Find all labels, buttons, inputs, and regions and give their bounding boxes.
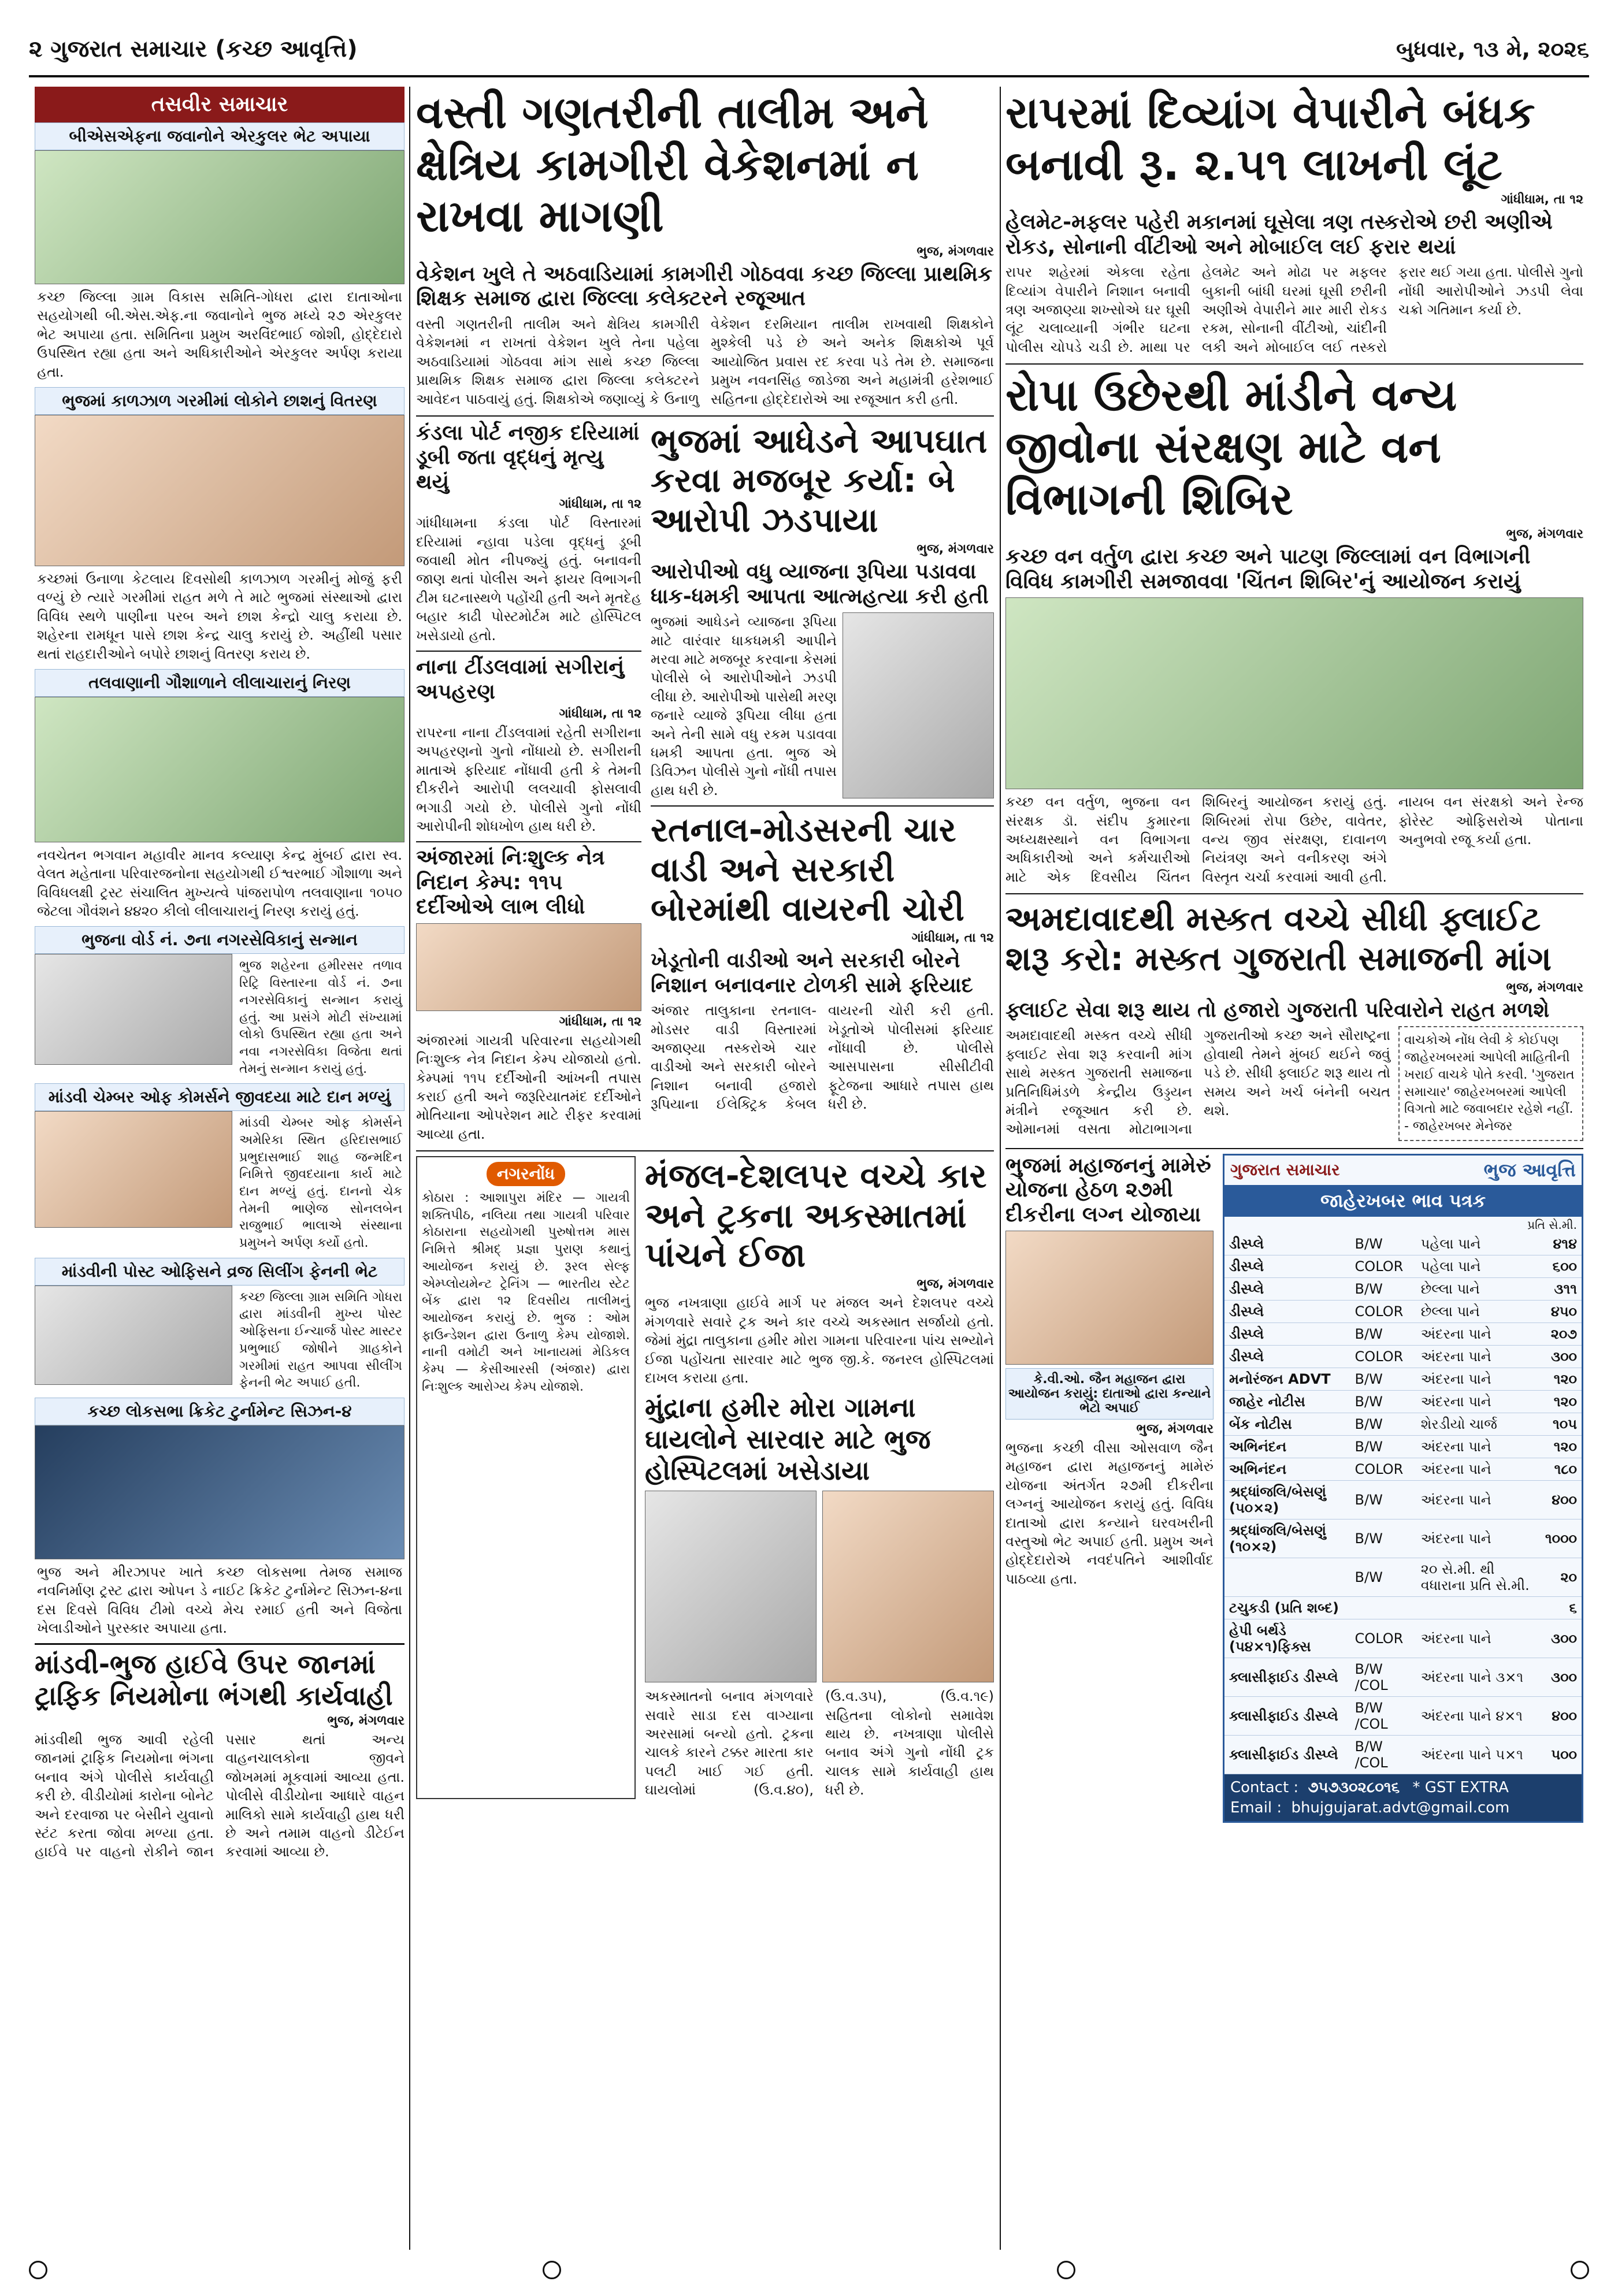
photo-item xyxy=(35,1258,404,1398)
rate-type: અભિનંદન xyxy=(1224,1435,1350,1458)
masthead-left: ૨ ગુજરાત સમાચાર (કચ્છ આવૃત્તિ) xyxy=(29,36,358,62)
story-dateline: ભુજ, મંગળવાર xyxy=(916,244,994,259)
rate-row xyxy=(1224,1519,1582,1558)
rate-color: B/W /COL xyxy=(1350,1658,1416,1696)
story-dateline: ભુજ, મંગળવાર xyxy=(916,542,994,557)
rate-value: ૨૦૭ xyxy=(1541,1322,1582,1345)
rate-page: અંદરના પાને xyxy=(1416,1458,1541,1480)
email-label: Email : xyxy=(1230,1799,1282,1816)
rate-color: COLOR xyxy=(1350,1619,1416,1658)
rate-value: ૬ xyxy=(1541,1596,1582,1619)
city-notes-body: કોઠારા : આશાપુરા મંદિર — ગાયત્રી શક્તિપીઠ, નલિયા તથા ગાયત્રી પરિવાર કોઠારાના સહયોગથી પુરુષોત્તમ માસ નિમિત્તે શ્રીમદ્ પ્રજ્ઞા પુરાણ કથાનું આયોજન કરાયું છે. રૂરલ સેલ્ફ એમ્પ્લોયમેન્ટ ટ્રેનિંગ — ભારતીય સ્ટેટ બેંક દ્વારા ૧૨ દિવસીય તાલીમનું આયોજન કરાયું છે. ભુજ : ઓમ ફાઉન્ડેશન દ્વારા ઉનાળુ કેમ્પ યોજાશે. નાની વમોટી અને ખાનાયમાં મેડિકલ કેમ્પ — કેસીઆરસી (અંજાર) દ્વારા નિઃશુલ્ક આરોગ્ય કેમ્પ યોજાશે. xyxy=(422,1191,630,1394)
rate-row xyxy=(1224,1435,1582,1458)
story-dateline: ભુજ, મંગળવાર xyxy=(327,1714,404,1728)
news-column-2 xyxy=(416,87,994,2250)
rate-value: ૪૫૦ xyxy=(1541,1300,1582,1322)
photo-item xyxy=(35,926,404,1083)
rate-page: અંદરના પાને xyxy=(1416,1322,1541,1345)
rate-type: શ્રદ્ધાંજલિ/બેસણું (૧૦×૨) xyxy=(1224,1519,1350,1558)
rate-page: અંદરના પાને xyxy=(1416,1619,1541,1658)
news-story xyxy=(416,87,994,408)
news-column-3 xyxy=(1005,87,1583,2250)
photo-item xyxy=(35,669,404,927)
rate-page: છેલ્લા પાને xyxy=(1416,1277,1541,1300)
rate-row xyxy=(1224,1619,1582,1658)
rate-type: શ્રદ્ધાંજલિ/બેસણું (૫૦×૨) xyxy=(1224,1480,1350,1519)
rate-page: છેલ્લા પાને xyxy=(1416,1300,1541,1322)
rate-type: ડીસ્પ્લે xyxy=(1224,1233,1350,1255)
news-photo xyxy=(843,612,994,798)
news-photo xyxy=(35,415,404,566)
registration-mark-icon xyxy=(543,2261,561,2279)
rate-type: મનોરંજન ADVT xyxy=(1224,1368,1350,1390)
rate-value: ૩૦૦ xyxy=(1541,1345,1582,1368)
story-body: વસ્તી ગણતરીની તાલીમ અને ક્ષેત્રિય કામગીરી વેકેશનમાં ન રાખતાં વેકેશન ખુલે તેના પહેલા અઠવાડિયામાં ગોઠવવા માંગ સાથે કચ્છ જિલ્લા પ્રાથમિક શિક્ષક સમાજ દ્વારા જિલ્લા કલેક્ટરને આવેદન પાઠવાયું હતું. શિક્ષકોએ જણાવ્યું કે ઉનાળુ વેકેશન દરમિયાન તાલીમ રાખવાથી શિક્ષકોને મુશ્કેલી પડે છે અને અનેક શિક્ષકોએ પૂર્વ આયોજિત પ્રવાસ રદ કરવા પડે તેમ છે. સમાજના પ્રમુખ નવનસિંહ જાડેજા અને મહામંત્રી હરેશભાઈ સહિતના હોદ્દેદારોએ આ રજૂઆત કરી હતી. xyxy=(416,315,994,407)
rate-value: ૧૨૦ xyxy=(1541,1368,1582,1390)
rate-value: ૧૮૦ xyxy=(1541,1458,1582,1480)
rate-color: COLOR xyxy=(1350,1255,1416,1277)
reader-notice: વાચકોએ નોંધ લેવી કે કોઈપણ જાહેરખબરમાં આપેલી માહિતીની ખરાઈ વાચકે પોતે કરવી. 'ગુજરાત સમાચાર' જાહેરખબરમાં આપેલી વિગતો માટે જવાબદાર રહેશે નહીં. - જાહેરખબર મેનેજર xyxy=(1398,1026,1583,1140)
story-body: ભુજમાં આધેડને વ્યાજના રૂપિયા માટે વારંવાર ધાકધમકી આપીને મરવા માટે મજબૂર કરવાના કેસમાં પોલીસે બે આરોપીઓને ઝડપી લીધા છે. આરોપીઓ પાસેથી મરણ જનારે વ્યાજે રૂપિયા લીધા હતા અને તેની સામે વધુ રકમ પડાવવા ધમકી આપતા હતા. ભુજ એ ડિવિઝન પોલીસે ગુનો નોંધી તપાસ હાથ ધરી છે. xyxy=(651,614,837,798)
rate-row xyxy=(1224,1277,1582,1300)
registration-mark-icon xyxy=(29,2261,47,2279)
rate-type: હેપી બર્થડે (૫૪×૧)ફિક્સ xyxy=(1224,1619,1350,1658)
rate-row xyxy=(1224,1322,1582,1345)
rate-row xyxy=(1224,1658,1582,1696)
contact-phone: ૭૫૭૩૦૨૮૦૧૬ xyxy=(1308,1778,1400,1796)
rate-page: અંદરના પાને xyxy=(1416,1435,1541,1458)
rate-row xyxy=(1224,1368,1582,1390)
contact-label: Contact : xyxy=(1230,1778,1299,1796)
rate-page: અંદરના પાને xyxy=(1416,1519,1541,1558)
story-headline: કંડલા પોર્ટ નજીક દરિયામાં ડૂબી જતા વૃદ્ધનું મૃત્યુ થયું xyxy=(416,421,640,494)
issue-date: બુધવાર, ૧૩ મે, ૨૦૨૬ xyxy=(1396,36,1589,62)
rate-color: B/W xyxy=(1350,1322,1416,1345)
story-body: અંજાર તાલુકાના રતનાલ-મોડસર વાડી વિસ્તારમાં અજાણ્યા તસ્કરોએ ચાર વાડીઓ અને સરકારી બોરને નિશાન બનાવી હજારો રૂપિયાના ઈલેક્ટ્રિક કેબલ વાયરની ચોરી કરી હતી. ખેડૂતોએ પોલીસમાં ફરિયાદ નોંધાવી છે. પોલીસે આસપાસના સીસીટીવી ફૂટેજના આધારે તપાસ હાથ ધરી છે. xyxy=(651,1002,994,1113)
story-body: કચ્છ વન વર્તુળ, ભુજના વન સંરક્ષક ડૉ. સંદીપ કુમારના અધ્યક્ષસ્થાને વન વિભાગના અધિકારીઓ અને કર્મચારીઓ માટે એક દિવસીય ચિંતન શિબિરનું આયોજન કરાયું હતું. શિબિરમાં રોપા ઉછેર, વાવેતર, વન્ય જીવ સંરક્ષણ, દાવાનળ નિયંત્રણ અને વનીકરણ અંગે વિસ્તૃત ચર્ચા કરવામાં આવી હતી. નાયબ વન સંરક્ષકો અને રેન્જ ફોરેસ્ટ ઓફિસરોએ પોતાના અનુભવો રજૂ કર્યા હતા. xyxy=(1005,794,1583,885)
photo-item-title: ભુજમાં કાળઝાળ ગરમીમાં લોકોને છાશનું વિતરણ xyxy=(35,387,404,415)
news-photo xyxy=(1005,597,1583,789)
print-registration-marks xyxy=(29,2261,1589,2279)
rate-page: ૨૦ સે.મી. થી વધારાના પ્રતિ સે.મી. xyxy=(1416,1558,1541,1596)
rate-color: B/W xyxy=(1350,1368,1416,1390)
rate-card-unit: પ્રતિ સે.મી. xyxy=(1527,1217,1577,1232)
rate-card-edition: ભુજ આવૃત્તિ xyxy=(1483,1158,1576,1181)
photo-item-title: કચ્છ લોકસભા ક્રિકેટ ટુર્નામેન્ટ સિઝન-૪ xyxy=(35,1398,404,1425)
rate-page: અંદરના પાને xyxy=(1416,1368,1541,1390)
rate-value: ૧૨૦ xyxy=(1541,1435,1582,1458)
news-story xyxy=(645,1156,994,1387)
rate-row xyxy=(1224,1345,1582,1368)
rate-color: B/W xyxy=(1350,1480,1416,1519)
rate-type: ક્લાસીફાઈડ ડીસ્પ્લે xyxy=(1224,1735,1350,1774)
rate-color: COLOR xyxy=(1350,1458,1416,1480)
story-body: રાપરના નાના ટીંડલવામાં રહેતી સગીરાના અપહરણનો ગુનો નોંધાયો છે. સગીરાની માતાએ ફરિયાદ નોંધાવી હતી કે તેમની દીકરીને આરોપી લલચાવી ફોસલાવી ભગાડી ગયો છે. પોલીસે ગુનો નોંધી આરોપીની શોધખોળ હાથ ધરી છે. xyxy=(416,724,641,834)
rate-value: ૩૧૧ xyxy=(1541,1277,1582,1300)
story-headline: રોપા ઉછેરથી માંડીને વન્ય જીવોના સંરક્ષણ માટે વન વિભાગની શિબિર xyxy=(1005,369,1457,525)
rate-row xyxy=(1224,1596,1582,1619)
rate-row xyxy=(1224,1300,1582,1322)
photo-caption: કચ્છ જિલ્લા ગ્રામ વિકાસ સમિતિ-ગોધરા દ્વારા દાતાઓના સહયોગથી બી.એસ.એફ.ના જવાનોને ભુજ મધ્યે ૨૭ એરકુલર ભેટ અપાયા હતા. સમિતિના પ્રમુખ અરવિંદભાઈ જોશી, હોદ્દેદારો ઉપસ્થિત રહ્યા હતા અને અધિકારીઓને એરકુલર અર્પણ કરાયા હતા. xyxy=(37,289,402,380)
rate-value: ૩૦૦ xyxy=(1541,1658,1582,1696)
rate-card-brand: ગુજરાત સમાચાર xyxy=(1230,1160,1340,1180)
rate-color: B/W xyxy=(1350,1519,1416,1558)
story-body: માંડવીથી ભુજ આવી રહેલી જાનમાં ટ્રાફિક નિયમોના ભંગના બનાવ અંગે પોલીસે કાર્યવાહી કરી છે. વીડીયોમાં કારોના બોનેટ અને દરવાજા પર બેસીને યુવાનો સ્ટંટ કરતા જોવા મળ્યા હતા. હાઈવે પર વાહનો રોકીને જાન પસાર થતાં અન્ય વાહનચાલકોના જીવને જોખમમાં મૂકવામાં આવ્યા હતા. પોલીસે વીડીયોના આધારે વાહન માલિકો સામે કાર્યવાહી હાથ ધરી છે અને તમામ વાહનો ડીટેઈન કરવામાં આવ્યા છે. xyxy=(35,1732,404,1860)
story-dateline: ગાંધીધામ, તા ૧૨ xyxy=(559,497,641,512)
rate-row xyxy=(1224,1458,1582,1480)
rate-type: ડીસ્પ્લે xyxy=(1224,1255,1350,1277)
rate-color: COLOR xyxy=(1350,1300,1416,1322)
story-headline: ભુજમાં આધેડને આપઘાત કરવા મજબૂર કર્યા: બે આરોપી ઝડપાયા xyxy=(651,421,988,540)
news-story xyxy=(416,421,641,645)
photo-caption: કે.વી.ઓ. જૈન મહાજન દ્વારા આયોજન કરાયું: દાતાઓ દ્વારા કન્યાને ભેટો અપાઈ xyxy=(1005,1368,1214,1420)
rate-page: શેરડીયો ચાર્જ xyxy=(1416,1413,1541,1435)
story-headline: માંડવી-ભુજ હાઈવે ઉપર જાનમાં ટ્રાફિક નિયમોના ભંગથી કાર્યવાહી xyxy=(35,1648,393,1711)
news-photo xyxy=(822,1491,994,1682)
story-body: રાપર શહેરમાં એકલા રહેતા દિવ્યાંગ વેપારીને નિશાન બનાવી ત્રણ અજાણ્યા શખ્સોએ ઘર ઘૂસી લૂંટ ચલાવ્યાની ગંભીર ઘટના પોલીસ ચોપડે ચડી છે. માથા પર હેલમેટ અને મોઢા પર મફલર બુકાની બાંધી ઘરમાં ઘૂસી છરીની અણીએ વેપારીને માર મારી રોકડ રકમ, સોનાની વીંટીઓ, ચાંદીની લકી અને મોબાઈલ લઈ તસ્કરો ફરાર થઈ ગયા હતા. પોલીસે ગુનો નોંધી આરોપીઓને ઝડપી લેવા ચક્રો ગતિમાન કર્યા છે. xyxy=(1005,264,1583,355)
story-subheadline: હેલમેટ-મફલર પહેરી મકાનમાં ઘૂસેલા ત્રણ તસ્કરોએ છરી અણીએ રોકડ, સોનાની વીંટીઓ અને મોબાઈલ લઈ ફરાર થયાં xyxy=(1005,210,1553,259)
news-photo xyxy=(35,954,232,1065)
rate-row xyxy=(1224,1413,1582,1435)
city-notes-label: નગરનોંધ xyxy=(487,1162,565,1186)
rate-value: ૧૨૦ xyxy=(1541,1390,1582,1413)
news-story xyxy=(651,421,994,800)
rate-row xyxy=(1224,1558,1582,1596)
story-body: ભુજ નખત્રાણા હાઈવે માર્ગ પર મંજલ અને દેશલપર વચ્ચે મંગળવારે સવારે ટ્રક અને કાર વચ્ચે અકસ્માત સર્જાયો હતો. જેમાં મુંદ્રા તાલુકાના હમીર મોરા ગામના પરિવારના પાંચ સભ્યોને ઈજા પહોંચતા સારવાર માટે ભુજ જી.કે. જનરલ હોસ્પિટલમાં દાખલ કરાયા હતા. xyxy=(645,1295,994,1386)
rate-type: બેંક નોટીસ xyxy=(1224,1413,1350,1435)
section-heading: તસવીર સમાચાર xyxy=(35,87,404,122)
rate-color: B/W xyxy=(1350,1558,1416,1596)
story-dateline: ભુજ, મંગળવાર xyxy=(1136,1422,1214,1437)
rate-color: B/W xyxy=(1350,1435,1416,1458)
rate-color: B/W xyxy=(1350,1277,1416,1300)
story-headline: અંજારમાં નિઃશુલ્ક નેત્ર નિદાન કેમ્પ: ૧૧૫ દર્દીઓએ લાભ લીધો xyxy=(416,846,605,919)
page-header xyxy=(29,23,1589,77)
city-notes-box xyxy=(416,1156,636,1799)
photo-item xyxy=(35,122,404,387)
rate-type: જાહેર નોટીસ xyxy=(1224,1390,1350,1413)
column-rule xyxy=(1000,87,1001,2250)
story-headline: ભુજમાં મહાજનનું મામેરું યોજના હેઠળ ૨૭મી દીકરીના લગ્ન યોજાયા xyxy=(1005,1153,1211,1227)
rate-card-title: જાહેરખબર ભાવ પત્રક xyxy=(1224,1185,1582,1217)
news-photo xyxy=(1005,1231,1214,1365)
photo-caption: કચ્છમાં ઉનાળા કેટલાય દિવસોથી કાળઝાળ ગરમીનું મોજું ફરી વળ્યું છે ત્યારે ગરમીમાં રાહત મળે તે માટે ભુજમાં સંસ્થાઓ દ્વારા વિવિધ સ્થળે પાણીના પરબ અને છાશ કેન્દ્રો ચાલુ કરાયા છે. શહેરના રામધૂન પાસે છાશ કેન્દ્ર ચાલુ કરાયું છે. અહીંથી પસાર થતાં રાહદારીઓને બપોરે છાશનું વિતરણ કરાય છે. xyxy=(37,570,402,662)
email-address: bhujgujarat.advt@gmail.com xyxy=(1291,1799,1510,1816)
news-photo xyxy=(35,1111,232,1228)
rate-table xyxy=(1224,1233,1582,1774)
rate-value: ૧૦૫ xyxy=(1541,1413,1582,1435)
story-headline: વસ્તી ગણતરીની તાલીમ અને ક્ષેત્રિય કામગીરી વેકેશનમાં ન રાખવા માગણી xyxy=(416,87,929,242)
photo-item-title: બીએસએફના જવાનોને એરકુલર ભેટ અપાયા xyxy=(35,122,404,150)
news-story xyxy=(1005,893,1583,1140)
rate-row xyxy=(1224,1735,1582,1774)
story-dateline: ગાંધીધામ, તા ૧૨ xyxy=(1501,192,1583,207)
rate-page: પહેલા પાને xyxy=(1416,1233,1541,1255)
ad-rate-card xyxy=(1223,1154,1583,1823)
rate-row xyxy=(1224,1480,1582,1519)
rate-color: B/W /COL xyxy=(1350,1696,1416,1735)
rate-type: અભિનંદન xyxy=(1224,1458,1350,1480)
story-subheadline: વેકેશન ખુલે તે અઠવાડિયામાં કામગીરી ગોઠવવા કચ્છ જિલ્લા પ્રાથમિક શિક્ષક સમાજ દ્વારા જિલ્લા કલેક્ટરને રજૂઆત xyxy=(416,262,993,311)
news-photo xyxy=(35,1425,404,1559)
story-headline: મંજલ-દેશલપર વચ્ચે કાર અને ટ્રકના અકસ્માતમાં પાંચને ઈજા xyxy=(645,1156,987,1275)
story-headline: મુંદ્રાના હમીર મોરા ગામના ઘાયલોને સારવાર માટે ભુજ હોસ્પિટલમાં ખસેડાયા xyxy=(645,1392,931,1486)
rate-color: B/W xyxy=(1350,1413,1416,1435)
rate-type xyxy=(1224,1558,1350,1596)
rate-type: ડીસ્પ્લે xyxy=(1224,1300,1350,1322)
story-dateline: ભુજ, મંગળવાર xyxy=(1506,527,1583,542)
rate-value: ૫૦૦ xyxy=(1541,1735,1582,1774)
rate-type: ટચુકડી (પ્રતિ શબ્દ) xyxy=(1224,1596,1350,1619)
photo-item-title: માંડવીની પોસ્ટ ઓફિસને વ્રજ સિલીંગ ફેનની ભેટ xyxy=(35,1258,404,1286)
rate-value: ૬૦૦ xyxy=(1541,1255,1582,1277)
story-body: ગાંધીધામના કંડલા પોર્ટ વિસ્તારમાં દરિયામાં ન્હાવા પડેલા વૃદ્ધનું ડૂબી જવાથી મોત નીપજ્યું હતું. બનાવની જાણ થતાં પોલીસ અને ફાયર વિભાગની ટીમ ઘટનાસ્થળે પહોંચી હતી અને મૃતદેહ બહાર કાઢી પોસ્ટમોર્ટમ માટે હોસ્પિટલ ખસેડાયો હતો. xyxy=(416,515,641,644)
rate-row xyxy=(1224,1390,1582,1413)
rate-page: અંદરના પાને ૩×૧ xyxy=(1416,1658,1541,1696)
story-subheadline: ફ્લાઈટ સેવા શરૂ થાય તો હજારો ગુજરાતી પરિવારોને રાહત મળશે xyxy=(1005,998,1550,1023)
photo-item xyxy=(35,1398,404,1644)
rate-row xyxy=(1224,1255,1582,1277)
story-body: અમદાવાદથી મસ્કત વચ્ચે સીધી ફ્લાઈટ સેવા શરૂ કરવાની માંગ સાથે મસ્કત ગુજરાતી સમાજના પ્રતિનિધિમંડળે કેન્દ્રીય ઉડ્ડયન મંત્રીને રજૂઆત કરી છે. ઓમાનમાં વસતા મોટાભાગના ગુજરાતીઓ કચ્છ અને સૌરાષ્ટ્રના હોવાથી તેમને મુંબઈ થઈને જવું પડે છે. સીધી ફ્લાઈટ શરૂ થાય તો સમય અને ખર્ચ બંનેની બચત થશે. xyxy=(1005,1027,1390,1138)
photo-item-title: માંડવી ચેમ્બર ઓફ કોમર્સને જીવદયા માટે દાન મળ્યું xyxy=(35,1083,404,1111)
story-body: અકસ્માતનો બનાવ મંગળવારે સવારે સાડા દસ વાગ્યાના અરસામાં બન્યો હતો. ટ્રકના ચાલકે કારને ટક્કર મારતા કાર પલટી ખાઈ ગઈ હતી. ઘાયલોમાં (ઉ.વ.૪૦), (ઉ.વ.૩૫), (ઉ.વ.૧૯) સહિતના લોકોનો સમાવેશ થાય છે. નખત્રાણા પોલીસે બનાવ અંગે ગુનો નોંધી ટ્રક ચાલક સામે કાર્યવાહી હાથ ધરી છે. xyxy=(645,1688,994,1799)
news-photo xyxy=(35,697,404,842)
rate-type: ક્લાસીફાઈડ ડીસ્પ્લે xyxy=(1224,1696,1350,1735)
news-story xyxy=(416,841,641,1143)
news-story xyxy=(1005,1154,1214,1823)
rate-row xyxy=(1224,1233,1582,1255)
story-dateline: ગાંધીધામ, તા ૧૨ xyxy=(559,1014,641,1029)
rate-color: COLOR xyxy=(1350,1345,1416,1368)
news-photo xyxy=(35,150,404,284)
news-story xyxy=(1005,87,1583,356)
story-subheadline: આરોપીઓ વધુ વ્યાજના રૂપિયા પડાવવા ધાક-ધમકી આપતા આત્મહત્યા કરી હતી xyxy=(651,560,989,608)
photo-caption: કચ્છ જિલ્લા ગ્રામ સમિતિ ગોધરા દ્વારા માંડવીની મુખ્ય પોસ્ટ ઓફિસના ઈન્ચાર્જ પોસ્ટ માસ્ટર પ્રભુભાઈ જોષીને ગ્રાહકોને ગરમીમાં રાહત આપવા સીલીંગ ફેનની ભેટ અપાઈ હતી. xyxy=(239,1290,402,1391)
news-story xyxy=(416,651,641,835)
news-story xyxy=(35,1643,404,1861)
rate-page: અંદરના પાને ૪×૧ xyxy=(1416,1696,1541,1735)
rate-value: ૪૦૦ xyxy=(1541,1696,1582,1735)
rate-row xyxy=(1224,1696,1582,1735)
rate-page: પહેલા પાને xyxy=(1416,1255,1541,1277)
story-dateline: ભુજ, મંગળવાર xyxy=(1506,980,1583,995)
news-story xyxy=(651,805,994,1114)
story-subheadline: ખેડૂતોની વાડીઓ અને સરકારી બોરને નિશાન બનાવનાર ટોળકી સામે ફરિયાદ xyxy=(651,949,973,997)
photo-caption: માંડવી ચેમ્બર ઓફ કોમર્સને અમેરિકા સ્થિત હરિદાસભાઈ પ્રભુદાસભાઈ શાહ જન્મદિન નિમિત્તે જીવદયાના કાર્ય માટે દાન મળ્યું હતું. દાનનો ચેક તેમની ભાણેજ સોનલબેન રાજુભાઈ ભાલાએ સંસ્થાના પ્રમુખને અર્પણ કર્યો હતો. xyxy=(239,1116,402,1251)
story-subheadline: કચ્છ વન વર્તુળ દ્વારા કચ્છ અને પાટણ જિલ્લામાં વન વિભાગની વિવિધ કામગીરી સમજાવવા 'ચિંતન શિબિર'નું આયોજન કરાયું xyxy=(1005,545,1531,593)
rate-type: ડીસ્પ્લે xyxy=(1224,1277,1350,1300)
news-photo xyxy=(35,1286,232,1385)
photo-caption: ભુજ અને મીરઝાપર ખાતે કચ્છ લોકસભા તેમજ સમાજ નવનિર્માણ ટ્રસ્ટ દ્વારા ઓપન ડે નાઈટ ક્રિકેટ ટુર્નામેન્ટ સિઝન-૪ના દસ દિવસે વિવિધ ટીમો વચ્ચે મેચ રમાઈ હતી અને વિજેતા ખેલાડીઓને પુરસ્કાર અપાયા હતા. xyxy=(37,1563,402,1637)
photo-news-column xyxy=(35,87,404,2250)
rate-page: અંદરના પાને ૫×૧ xyxy=(1416,1735,1541,1774)
photo-caption: નવચેતન ભગવાન મહાવીર માનવ કલ્યાણ કેન્દ્ર મુંબઈ દ્વારા સ્વ. વેલત મહેતાના પરિવારજનોના સહયોગથી ઈશ્વરભાઈ ગૌશાળા અને વિવિધલક્ષી ટ્રસ્ટ સંચાલિત મુખ્યત્વે પાંજરાપોળ તલવાણાના ૧૦૫૦ જેટલા ગૌવંશને ૪૪૨૦ કીલો લીલાચારાનું નિરણ કરાયું હતું. xyxy=(37,846,402,920)
story-body: અંજારમાં ગાયત્રી પરિવારના સહયોગથી નિઃશુલ્ક નેત્ર નિદાન કેમ્પ યોજાયો હતો. કેમ્પમાં ૧૧૫ દર્દીઓની આંખની તપાસ કરાઈ હતી અને જરૂરિયાતમંદ દર્દીઓને મોતિયાના ઓપરેશન માટે રીફર કરવામાં આવ્યા હતા. xyxy=(416,1032,641,1142)
registration-mark-icon xyxy=(1057,2261,1075,2279)
story-headline: નાના ટીંડલવામાં સગીરાનું અપહરણ xyxy=(416,655,625,704)
news-story xyxy=(645,1392,994,1799)
story-headline: રાપરમાં દિવ્યાંગ વેપારીને બંધક બનાવી રૂ. ૨.૫૧ લાખની લૂંટ xyxy=(1005,87,1535,190)
rate-card-contact xyxy=(1224,1774,1582,1821)
rate-page: અંદરના પાને xyxy=(1416,1480,1541,1519)
story-dateline: ભુજ, મંગળવાર xyxy=(916,1277,994,1292)
column-rule xyxy=(409,87,410,2250)
story-dateline: ગાંધીધામ, તા ૧૨ xyxy=(911,931,994,946)
rate-page xyxy=(1416,1596,1541,1619)
rate-page: અંદરના પાને xyxy=(1416,1390,1541,1413)
rate-value: ૩૦૦ xyxy=(1541,1619,1582,1658)
news-photo xyxy=(416,923,641,1011)
rate-color: B/W xyxy=(1350,1233,1416,1255)
rate-type: ડીસ્પ્લે xyxy=(1224,1345,1350,1368)
rate-value: ૪૦૦ xyxy=(1541,1480,1582,1519)
story-headline: અમદાવાદથી મસ્કત વચ્ચે સીધી ફ્લાઈટ શરૂ કરો: મસ્કત ગુજરાતી સમાજની માંગ xyxy=(1005,899,1552,978)
rate-value: ૪૧૪ xyxy=(1541,1233,1582,1255)
rate-color xyxy=(1350,1596,1416,1619)
photo-item-title: ભુજના વોર્ડ નં. ૭ના નગરસેવિકાનું સન્માન xyxy=(35,926,404,954)
rate-color: B/W /COL xyxy=(1350,1735,1416,1774)
news-story xyxy=(1005,363,1583,886)
rate-color: B/W xyxy=(1350,1390,1416,1413)
registration-mark-icon xyxy=(1571,2261,1589,2279)
rate-type: ક્લાસીફાઈડ ડીસ્પ્લે xyxy=(1224,1658,1350,1696)
rate-type: ડીસ્પ્લે xyxy=(1224,1322,1350,1345)
photo-item-title: તલવાણાની ગૌશાળાને લીલાચારાનું નિરણ xyxy=(35,669,404,697)
story-dateline: ગાંધીધામ, તા ૧૨ xyxy=(559,706,641,721)
rate-value: ૨૦ xyxy=(1541,1558,1582,1596)
story-headline: રતનાલ-મોડસરની ચાર વાડી અને સરકારી બોરમાંથી વાયરની ચોરી xyxy=(651,810,964,928)
rate-value: ૧૦૦૦ xyxy=(1541,1519,1582,1558)
photo-item xyxy=(35,387,404,669)
photo-caption: ભુજ શહેરના હમીરસર તળાવ રિટ્રિ વિસ્તારના વોર્ડ નં. ૭ના નગરસેવિકાનું સન્માન કરાયું હતું. આ પ્રસંગે મોટી સંખ્યામાં લોકો ઉપસ્થિત રહ્યા હતા અને નવા નગરસેવિકા વિજેતા થતાં તેમનું સન્માન કરાયું હતું. xyxy=(239,958,402,1076)
story-body: ભુજના કચ્છી વીસા ઓસવાળ જૈન મહાજન દ્વારા મહાજનનું મામેરું યોજના અંતર્ગત ૨૭મી દીકરીના લગ્નનું આયોજન કરાયું હતું. વિવિધ દાતાઓ દ્વારા કન્યાને ઘરવખરીની વસ્તુઓ ભેટ અપાઈ હતી. પ્રમુખ અને હોદ્દેદારોએ નવદંપતિને આશીર્વાદ પાઠવ્યા હતા. xyxy=(1005,1440,1214,1587)
news-photo xyxy=(645,1491,817,1682)
gst-note: * GST EXTRA xyxy=(1412,1778,1509,1796)
rate-page: અંદરના પાને xyxy=(1416,1345,1541,1368)
photo-item xyxy=(35,1083,404,1258)
